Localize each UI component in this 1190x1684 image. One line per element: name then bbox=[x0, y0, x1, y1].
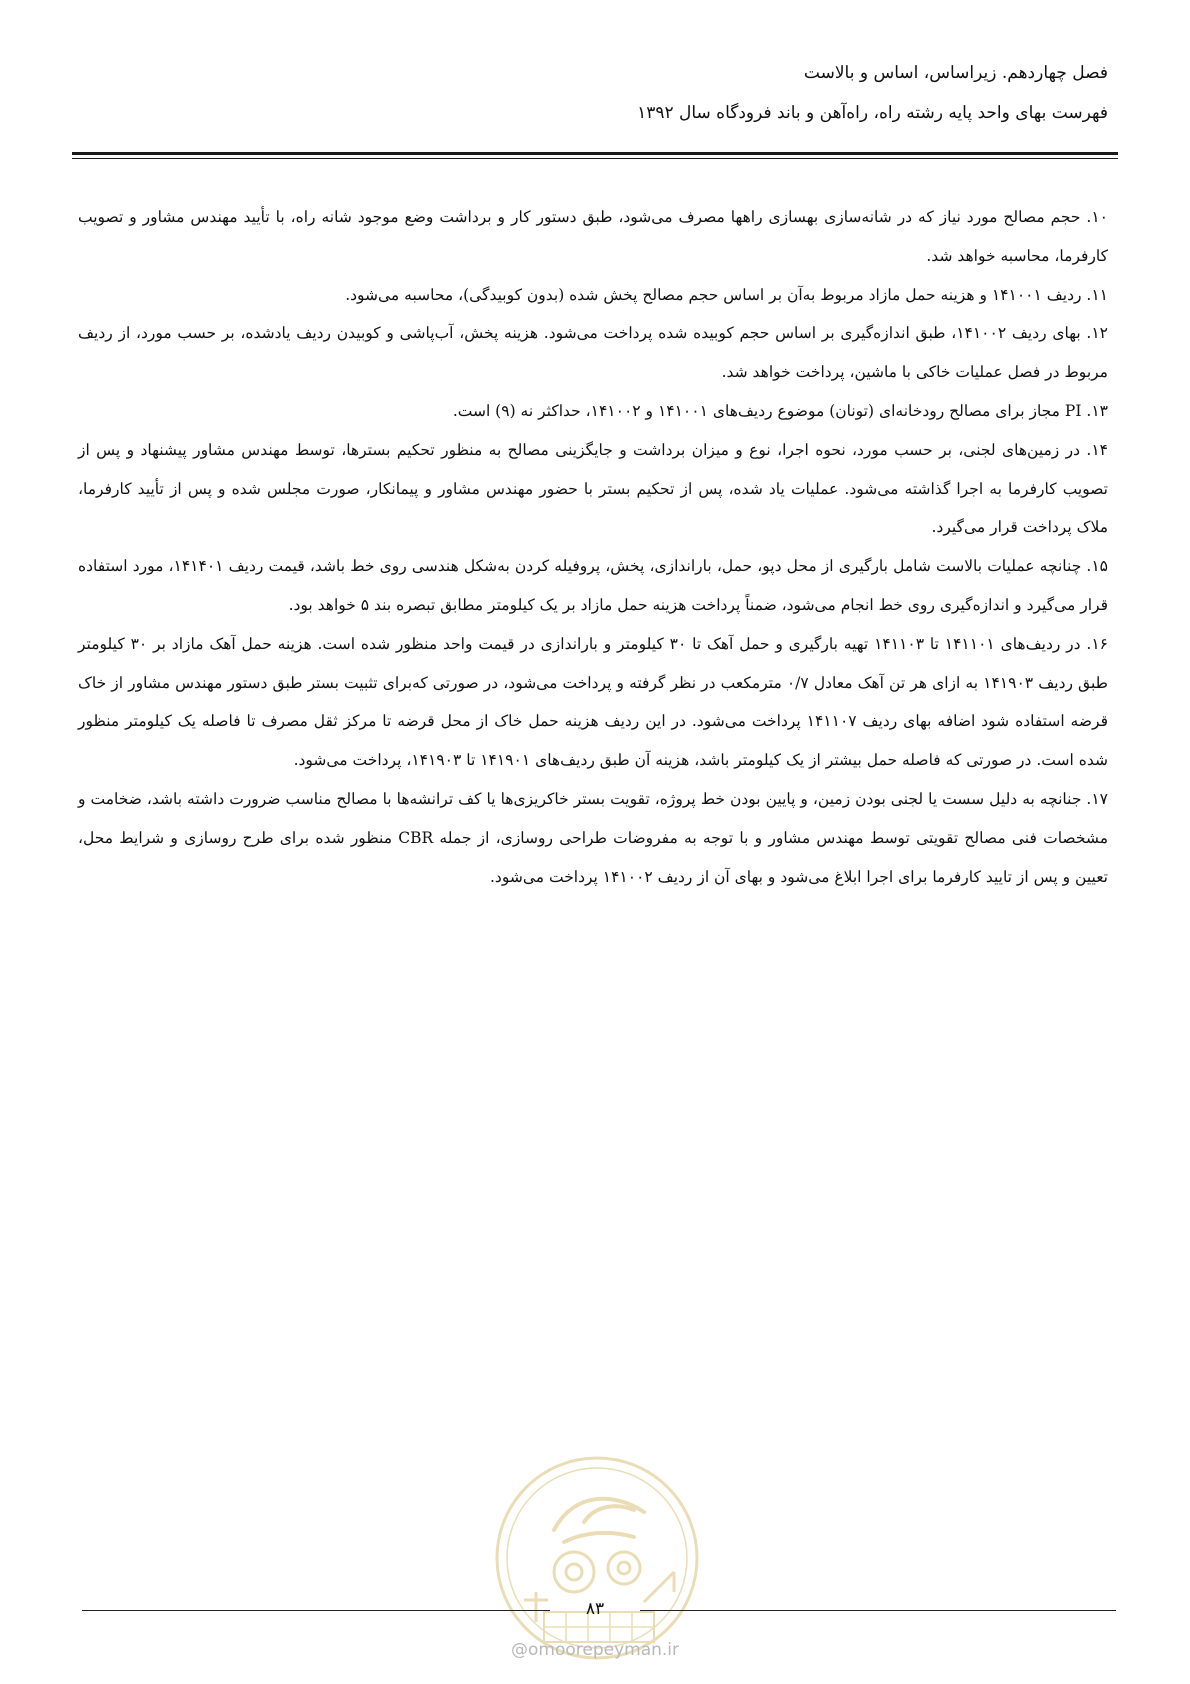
footer-rule-right bbox=[640, 1610, 1116, 1611]
header-rule-thick bbox=[72, 152, 1118, 155]
paragraph-17: ۱۷. جنانچه به دلیل سست یا لجنی بودن زمین، و پایین بودن خط پروژه، تقویت بستر خاکریزی‌ها یا کف ترانشه‌ها با مصالح مناسب ضرورت داشته باشد، ضخامت و مشخصات فنی مصالح تقویتی توسط مهندس مشاور و با توجه به مفروضات طراحی روسازی، از جمله CBR منظور شده برای طرح روسازی و شرایط محل، تعیین و پس از تایید کارفرما برای اجرا ابلاغ می‌شود و بهای آن از ردیف ۱۴۱۰۰۲ پرداخت می‌شود. bbox=[78, 789, 1108, 886]
footer-rule-left bbox=[82, 1610, 550, 1611]
header-rule-thin bbox=[72, 158, 1118, 159]
paragraph-14: ۱۴. در زمین‌های لجنی، بر حسب مورد، نحوه اجرا، نوع و میزان برداشت و جایگزینی مصالح به منظور تحکیم بسترها، توسط مهندس مشاور پیشنهاد و پس از تصویب کارفرما به اجرا گذاشته می‌شود. عملیات یاد شده، پس از تحکیم بستر با حضور مهندس مشاور و پیمانکار، صورت مجلس شده و پس از تأیید کارفرما، ملاک پرداخت قرار می‌گیرد. bbox=[78, 440, 1108, 537]
page-number: ۸۳ bbox=[585, 1599, 605, 1619]
chapter-title: فصل چهاردهم. زیراساس، اساس و بالاست bbox=[803, 63, 1108, 83]
seal-watermark-icon bbox=[484, 1452, 710, 1664]
paragraph-10: ۱۰. حجم مصالح مورد نیاز که در شانه‌سازی بهسازی راهها مصرف می‌شود، طبق دستور کار و برداشت وضع موجود شانه راه، با تأیید مهندس مشاور و تصویب کارفرما، محاسبه خواهد شد. bbox=[78, 208, 1108, 265]
paragraph-11: ۱۱. ردیف ۱۴۱۰۰۱ و هزینه حمل مازاد مربوط به‌آن بر اساس حجم مصالح پخش شده (بدون کوبیدگی)، محاسبه می‌شود. bbox=[345, 285, 1108, 304]
paragraph-12: ۱۲. بهای ردیف ۱۴۱۰۰۲، طبق اندازه‌گیری بر اساس حجم کوبیده شده پرداخت می‌شود. هزینه پخش، آب‌پاشی و کوبیدن ردیف یادشده، بر حسب مورد، از ردیف مربوط در فصل عملیات خاکی با ماشین، پرداخت خواهد شد. bbox=[78, 324, 1108, 382]
document-title: فهرست بهای واحد پایه رشته راه، راه‌آهن و باند فرودگاه سال ۱۳۹۲ bbox=[637, 103, 1108, 123]
paragraph-13: ۱۳. PI مجاز برای مصالح رودخانه‌ای (تونان) موضوع ردیف‌های ۱۴۱۰۰۱ و ۱۴۱۰۰۲، حداکثر نه (۹) است. bbox=[452, 401, 1108, 420]
paragraph-15: ۱۵. چنانچه عملیات بالاست شامل بارگیری از محل دپو، حمل، باراندازی، پخش، پروفیله کردن به‌شکل هندسی روی خط باشد، قیمت ردیف ۱۴۱۴۰۱، مورد استفاده قرار می‌گیرد و اندازه‌گیری روی خط انجام می‌شود، ضمناً پرداخت هزینه حمل مازاد بر یک کیلومتر مطابق تبصره بند ۵ خواهد بود. bbox=[78, 557, 1108, 614]
website-watermark: @omoorepeyman.ir bbox=[510, 1640, 680, 1660]
page-header bbox=[78, 60, 1108, 126]
body-text bbox=[78, 198, 1108, 896]
paragraph-16: ۱۶. در ردیف‌های ۱۴۱۱۰۱ تا ۱۴۱۱۰۳ تهیه بارگیری و حمل آهک تا ۳۰ کیلومتر و باراندازی در قیمت واحد منظور شده است. هزینه حمل آهک مازاد بر ۳۰ کیلومتر طبق ردیف ۱۴۱۹۰۳ به ازای هر تن آهک معادل ۰/۷ مترمکعب در نظر گرفته و پرداخت می‌شود، در صورتی که‌برای تثبیت بستر طبق دستور مهندس مشاور از خاک قرضه استفاده شود اضافه بهای ردیف ۱۴۱۱۰۷ پرداخت می‌شود. در این ردیف هزینه حمل خاک از محل قرضه تا مرکز ثقل مصرف تا فاصله یک کیلومتر منظور شده است. در صورتی که فاصله حمل بیشتر از یک کیلومتر باشد، هزینه آن طبق ردیف‌های ۱۴۱۹۰۱ تا ۱۴۱۹۰۳، پرداخت می‌شود. bbox=[78, 634, 1109, 770]
